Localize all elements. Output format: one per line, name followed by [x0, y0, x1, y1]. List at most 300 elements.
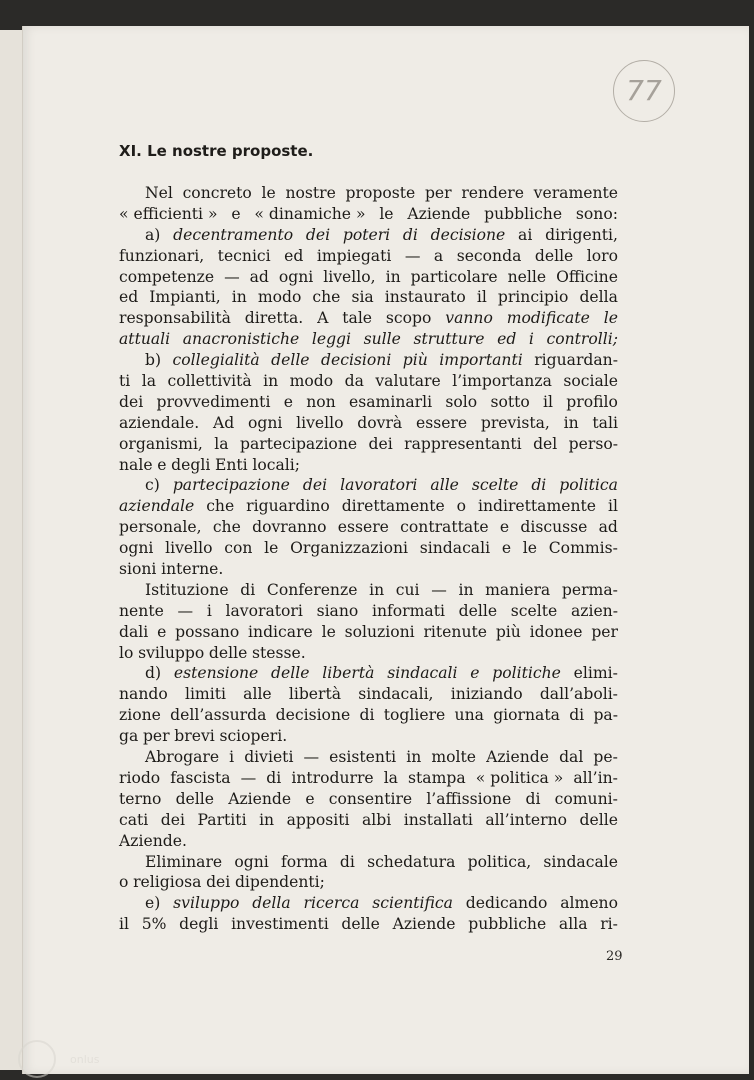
word: comuni-: [554, 789, 618, 808]
word: valutare: [375, 372, 441, 391]
word: ogni: [234, 852, 269, 871]
word: esaminarli: [349, 392, 433, 411]
word: scelte: [471, 476, 519, 495]
word: che: [206, 497, 235, 516]
word: Enti: [214, 455, 248, 474]
word: con: [224, 539, 253, 558]
word: ritenute: [423, 622, 487, 641]
word: riguardan-: [534, 351, 618, 370]
word: modo: [257, 288, 302, 307]
word: in: [406, 748, 422, 767]
word: lavoratori: [340, 476, 418, 495]
text-line: [119, 559, 618, 580]
text-line: [119, 371, 618, 392]
word: e: [470, 664, 480, 683]
text-line: [119, 768, 618, 789]
word: di: [266, 768, 282, 787]
word: albi: [362, 810, 392, 829]
word: pubbliche: [468, 915, 547, 934]
word: delle: [579, 810, 618, 829]
word: ga: [119, 727, 139, 746]
word: d): [145, 664, 162, 683]
word: e: [501, 539, 512, 558]
word: aziendale.: [119, 413, 200, 432]
word: estensione: [173, 664, 259, 683]
word: l’importanza: [452, 372, 552, 391]
word: molte: [431, 748, 476, 767]
word: e: [157, 622, 167, 641]
text-line: [119, 392, 618, 413]
word: in: [259, 810, 275, 829]
text-line: [119, 538, 618, 559]
word: scelte: [510, 601, 558, 620]
word: —: [303, 748, 320, 767]
text-line: [119, 726, 618, 747]
word: delle: [271, 664, 310, 683]
text-line: [119, 308, 618, 329]
word: più: [402, 351, 428, 370]
word: nando: [119, 685, 168, 704]
word: e: [157, 455, 167, 474]
word: delle: [271, 351, 310, 370]
word: discusse: [520, 518, 588, 537]
word: in: [385, 267, 401, 286]
word: politiche: [492, 664, 561, 683]
word: politica: [559, 476, 618, 495]
word: sociale: [563, 372, 618, 391]
word: riguardino: [246, 497, 330, 516]
word: i: [229, 748, 235, 767]
word: decisioni: [321, 351, 392, 370]
word: concreto: [182, 184, 252, 202]
word: —: [404, 246, 421, 265]
word: ti: [119, 372, 131, 391]
word: Aziende: [486, 748, 550, 767]
word: religiosa: [133, 873, 202, 892]
text-line: [119, 684, 618, 705]
word: importanti: [439, 351, 523, 370]
text-line: [119, 747, 618, 768]
word: Aziende: [407, 204, 471, 223]
word: seconda: [456, 246, 522, 265]
word: a): [145, 225, 161, 244]
text-line: [119, 517, 618, 538]
word: dipendenti;: [234, 873, 325, 892]
word: delle: [341, 915, 380, 934]
word: non: [306, 392, 336, 411]
word: profilo: [566, 392, 618, 411]
word: divieti: [244, 748, 294, 767]
text-line: [119, 872, 618, 893]
word: di: [531, 476, 547, 495]
word: Abrogare: [145, 748, 220, 767]
word: una: [454, 706, 484, 725]
word: attuali: [119, 330, 171, 349]
word: siano: [316, 601, 359, 620]
word: diretta.: [244, 309, 304, 328]
word: ogni: [278, 267, 314, 286]
word: in: [458, 580, 474, 599]
word: informati: [371, 601, 445, 620]
word: decentramento: [173, 225, 294, 244]
word: modificate: [506, 309, 590, 328]
word: livello: [165, 539, 213, 558]
text-line: [119, 246, 618, 267]
word: aziendale: [119, 497, 195, 516]
word: rendere: [461, 184, 524, 202]
text-line: [119, 622, 618, 643]
word: nale: [119, 455, 153, 474]
text-line: [119, 287, 618, 308]
word: sindacale: [543, 852, 618, 871]
text-line: [119, 329, 618, 350]
word: il: [119, 915, 129, 934]
word: dal: [559, 748, 584, 767]
word: dall’aboli-: [539, 685, 618, 704]
word: per: [142, 727, 170, 746]
word: anacronistiche: [182, 330, 300, 349]
word: stesse.: [252, 643, 306, 662]
word: organismi,: [119, 434, 203, 453]
word: partecipazione: [240, 434, 358, 453]
word: lavoratori: [225, 601, 303, 620]
word: controlli;: [546, 330, 618, 349]
word: sono:: [575, 204, 618, 223]
word: il: [476, 288, 487, 307]
word: ai: [518, 225, 533, 244]
word: cui: [395, 580, 420, 599]
word: responsabilità: [119, 309, 231, 328]
word: sindacali: [387, 664, 458, 683]
word: iniziando: [450, 685, 523, 704]
word: solo: [445, 392, 478, 411]
word: il: [607, 497, 618, 516]
word: le: [603, 309, 618, 328]
word: provvedimenti: [156, 392, 271, 411]
word: ed: [497, 330, 517, 349]
word: e: [283, 392, 293, 411]
word: idonee: [529, 622, 583, 641]
word: di: [402, 225, 418, 244]
word: zione: [119, 706, 161, 725]
word: nostre: [285, 184, 336, 202]
word: o: [456, 497, 467, 516]
word: libertà: [322, 664, 375, 683]
word: scopo: [385, 309, 432, 328]
word: di: [359, 706, 375, 725]
word: politica,: [467, 852, 532, 871]
word: alla: [558, 915, 588, 934]
word: personale,: [119, 518, 202, 537]
text-line: [119, 601, 618, 622]
word: delle: [208, 643, 248, 662]
word: instaurato: [384, 288, 466, 307]
word: appositi: [286, 810, 350, 829]
word: dei: [305, 225, 331, 244]
word: Aziende.: [119, 831, 187, 850]
word: in: [231, 288, 247, 307]
word: di: [339, 852, 355, 871]
word: più: [495, 622, 521, 641]
word: tecnici: [217, 246, 271, 265]
word: dei: [160, 810, 185, 829]
word: stampa: [408, 768, 466, 787]
word: introdurre: [291, 768, 374, 787]
word: veramente: [533, 184, 618, 202]
word: Istituzione: [145, 580, 229, 599]
word: ad: [598, 518, 618, 537]
word: livello: [296, 413, 344, 432]
word: Nel: [145, 184, 173, 202]
text-line: [119, 914, 618, 935]
word: nente: [119, 601, 164, 620]
word: impiegati: [316, 246, 392, 265]
word: di: [240, 580, 256, 599]
word: b): [145, 351, 162, 370]
word: indicare: [248, 622, 313, 641]
book-page: [22, 26, 749, 1074]
word: brevi: [174, 727, 215, 746]
word: di: [569, 706, 585, 725]
word: Organizzazioni: [290, 539, 409, 558]
word: almeno: [560, 894, 618, 913]
word: principio: [497, 288, 569, 307]
word: delle: [175, 789, 214, 808]
word: perso-: [568, 434, 618, 453]
word: dei: [206, 873, 231, 892]
word: dirigenti,: [545, 225, 618, 244]
word: ogni: [119, 539, 154, 558]
word: collegialità: [172, 351, 260, 370]
word: le: [379, 204, 394, 223]
word: dell’assurda: [170, 706, 267, 725]
word: togliere: [383, 706, 446, 725]
word: collettività: [167, 372, 252, 391]
word: funzionari,: [119, 246, 205, 265]
text-line: [119, 663, 618, 684]
word: all’in-: [573, 768, 618, 787]
watermark-text: onlus: [70, 1052, 100, 1066]
text-line: [119, 643, 618, 664]
text-line: [119, 893, 618, 914]
word: le: [264, 539, 279, 558]
word: che: [212, 518, 241, 537]
word: ed: [284, 246, 304, 265]
word: le: [261, 184, 276, 202]
word: locali;: [252, 455, 300, 474]
word: e): [145, 894, 161, 913]
word: partecipazione: [172, 476, 290, 495]
word: scientifica: [372, 894, 453, 913]
word: Partiti: [197, 810, 247, 829]
watermark-logo-icon: [18, 1040, 56, 1078]
text-line: [119, 496, 618, 517]
word: —: [224, 267, 240, 286]
word: c): [145, 476, 160, 495]
word: e: [305, 789, 315, 808]
word: all’interno: [485, 810, 568, 829]
word: contrattate: [400, 518, 489, 537]
word: della: [252, 894, 291, 913]
text-line: [119, 852, 618, 873]
word: cati: [119, 810, 149, 829]
word: pa-: [593, 706, 618, 725]
word: tali: [592, 413, 618, 432]
word: forma: [280, 852, 328, 871]
word: alle: [243, 685, 272, 704]
word: libertà: [288, 685, 342, 704]
word: della: [579, 288, 618, 307]
word: Officine: [556, 267, 618, 286]
word: le: [321, 622, 336, 641]
word: del: [533, 434, 558, 453]
word: essere: [337, 518, 389, 537]
word: il: [543, 392, 554, 411]
word: ad: [249, 267, 269, 286]
word: in: [263, 372, 279, 391]
word: sulle: [363, 330, 401, 349]
word: a: [433, 246, 444, 265]
word: decisione: [275, 706, 351, 725]
word: pe-: [593, 748, 618, 767]
word: proposte: [345, 184, 416, 202]
word: perma-: [561, 580, 618, 599]
word: i: [206, 601, 212, 620]
word: sindacali,: [358, 685, 434, 704]
text-line: [119, 413, 618, 434]
word: degli: [179, 915, 219, 934]
text-line: [119, 267, 618, 288]
text-line: [119, 225, 618, 246]
word: azien-: [570, 601, 618, 620]
word: A: [317, 309, 329, 328]
text-line: [119, 455, 618, 476]
word: giornata: [493, 706, 560, 725]
word: nelle: [507, 267, 547, 286]
handwritten-folio-stamp: 77: [613, 60, 675, 122]
word: decisione: [430, 225, 506, 244]
word: e: [499, 518, 510, 537]
word: dovranno: [252, 518, 327, 537]
word: dovrà: [357, 413, 403, 432]
word: la: [383, 768, 398, 787]
word: in: [563, 413, 579, 432]
word: Aziende: [228, 789, 292, 808]
word: ogni: [247, 413, 283, 432]
word: sviluppo: [138, 643, 205, 662]
page-number: 29: [606, 949, 623, 964]
word: in: [369, 580, 385, 599]
word: esistenti: [329, 748, 397, 767]
word: delle: [458, 601, 498, 620]
word: direttamente: [341, 497, 445, 516]
word: di: [525, 789, 541, 808]
word: schedatura: [367, 852, 456, 871]
word: modo: [289, 372, 334, 391]
word: limiti: [184, 685, 226, 704]
word: tale: [342, 309, 373, 328]
word: sioni: [119, 560, 157, 579]
word: « politica »: [475, 768, 564, 787]
word: loro: [586, 246, 618, 265]
word: dali: [119, 622, 149, 641]
word: dedicando: [465, 894, 548, 913]
word: i: [528, 330, 534, 349]
word: 5%: [141, 915, 167, 934]
word: Eliminare: [145, 852, 223, 871]
word: competenze: [119, 267, 215, 286]
word: ed: [119, 288, 139, 307]
word: soluzioni: [344, 622, 415, 641]
text-line: [119, 580, 618, 601]
word: indirettamente: [477, 497, 597, 516]
word: riodo: [119, 768, 161, 787]
word: consentire: [328, 789, 413, 808]
word: strutture: [413, 330, 485, 349]
text-line: [119, 789, 618, 810]
section-heading: XI. Le nostre proposte.: [119, 142, 314, 160]
word: vanno: [445, 309, 493, 328]
word: dei: [368, 434, 393, 453]
word: la: [214, 434, 229, 453]
word: che: [312, 288, 341, 307]
word: Conferenze: [266, 580, 358, 599]
word: fascista: [170, 768, 231, 787]
word: da: [344, 372, 364, 391]
word: sotto: [490, 392, 530, 411]
word: pubbliche: [484, 204, 563, 223]
text-line: [119, 705, 618, 726]
word: le: [522, 539, 538, 558]
word: interne.: [161, 560, 224, 579]
word: degli: [171, 455, 211, 474]
word: installati: [403, 810, 473, 829]
word: essere: [415, 413, 468, 432]
word: prevista,: [480, 413, 550, 432]
body-text: [119, 183, 618, 935]
word: —: [431, 580, 447, 599]
word: rappresentanti: [404, 434, 522, 453]
word: possano: [175, 622, 240, 641]
word: poteri: [342, 225, 391, 244]
word: e: [231, 204, 241, 223]
word: maniera: [485, 580, 551, 599]
word: elimi-: [573, 664, 618, 683]
word: ricerca: [303, 894, 360, 913]
word: Impianti,: [149, 288, 221, 307]
word: lo: [119, 643, 134, 662]
word: « dinamiche »: [254, 204, 366, 223]
word: leggi: [311, 330, 352, 349]
word: Aziende: [392, 915, 456, 934]
word: sviluppo: [173, 894, 240, 913]
word: sindacali: [419, 539, 491, 558]
text-line: [119, 183, 618, 204]
text-line: [119, 350, 618, 371]
text-line: [119, 810, 618, 831]
word: particolare: [410, 267, 498, 286]
text-line: [119, 475, 618, 496]
word: o: [119, 873, 129, 892]
archive-watermark: [0, 1040, 99, 1078]
text-line: [119, 831, 618, 852]
word: delle: [534, 246, 574, 265]
word: alle: [430, 476, 459, 495]
word: sia: [351, 288, 374, 307]
word: livello,: [323, 267, 376, 286]
word: Commis-: [548, 539, 618, 558]
word: scioperi.: [219, 727, 288, 746]
